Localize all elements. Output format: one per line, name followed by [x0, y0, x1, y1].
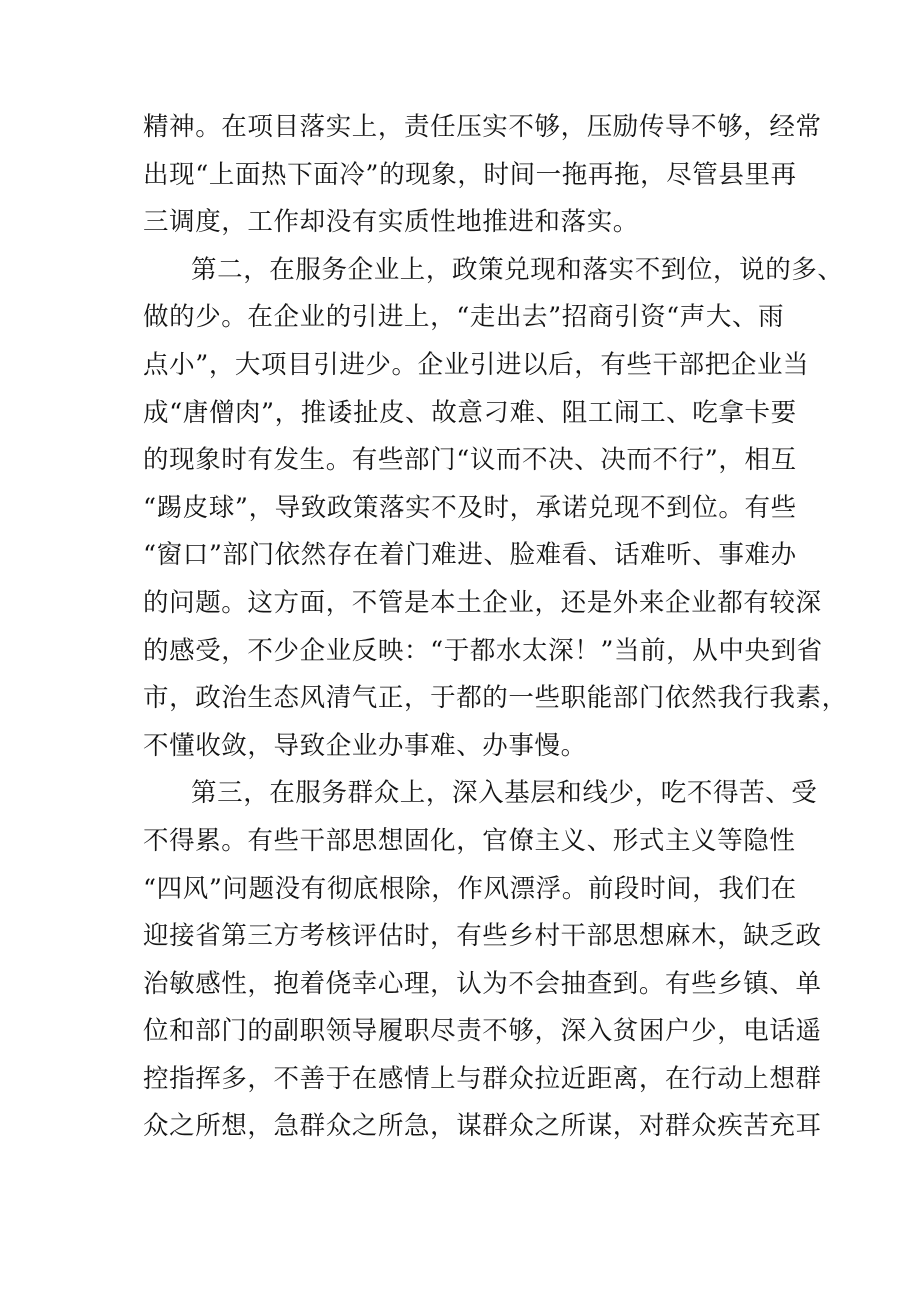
text-line: 三调度，工作却没有实质性地推进和落实。: [143, 207, 639, 238]
text-line: “窗口”部门依然存在着门难进、脸难看、话难听、事难办: [143, 540, 797, 571]
text-line: 第二，在服务企业上，政策兑现和落实不到位，说的多、: [191, 254, 844, 285]
text-line: 出现“上面热下面冷”的现象，时间一拖再拖，尽管县里再: [143, 159, 797, 190]
text-line: 不懂收敛，导致企业办事难、办事慢。: [143, 730, 587, 761]
text-line: “踢皮球”，导致政策落实不及时，承诺兑现不到位。有些: [143, 492, 797, 523]
text-line: 的现象时有发生。有些部门“议而不决、决而不行”，相互: [143, 445, 797, 476]
text-line: 控指挥多，不善于在感情上与群众拉近距离，在行动上想群: [143, 1063, 822, 1094]
text-line: 不得累。有些干部思想固化，官僚主义、形式主义等隐性: [143, 825, 796, 856]
text-line: “四风”问题没有彻底根除，作风漂浮。前段时间，我们在: [143, 873, 797, 904]
text-line: 的感受，不少企业反映：“于都水太深！”当前，从中央到省: [143, 635, 823, 666]
text-line: 点小”，大项目引进少。企业引进以后，有些干部把企业当: [143, 349, 810, 380]
text-line: 第三，在服务群众上，深入基层和线少，吃不得苦、受: [191, 778, 818, 809]
text-line: 迎接省第三方考核评估时，有些乡村干部思想麻木，缺乏政: [143, 921, 822, 952]
text-line: 精神。在项目落实上，责任压实不够，压励传导不够，经常: [143, 112, 822, 142]
text-line: 治敏感性，抱着侥幸心理，认为不会抽查到。有些乡镇、单: [143, 968, 822, 999]
text-line: 众之所想，急群众之所急，谋群众之所谋，对群众疾苦充耳: [143, 1111, 822, 1142]
text-line: 的问题。这方面，不管是本土企业，还是外来企业都有较深: [143, 587, 822, 618]
text-line: 成“唐僧肉”，推诿扯皮、故意刁难、阻工闹工、吃拿卡要: [143, 397, 797, 428]
paragraph-3: [143, 770, 822, 1151]
paragraph-2: [143, 247, 848, 771]
text-line: 位和部门的副职领导履职尽责不够，深入贫困户少，电话遥: [143, 1016, 822, 1047]
text-line: 市，政治生态风清气正，于都的一些职能部门依然我行我素，: [143, 683, 848, 714]
document-body: [143, 104, 848, 1151]
text-line: 做的少。在企业的引进上，“走出去”招商引资“声大、雨: [143, 302, 785, 333]
paragraph-1: [143, 104, 822, 247]
